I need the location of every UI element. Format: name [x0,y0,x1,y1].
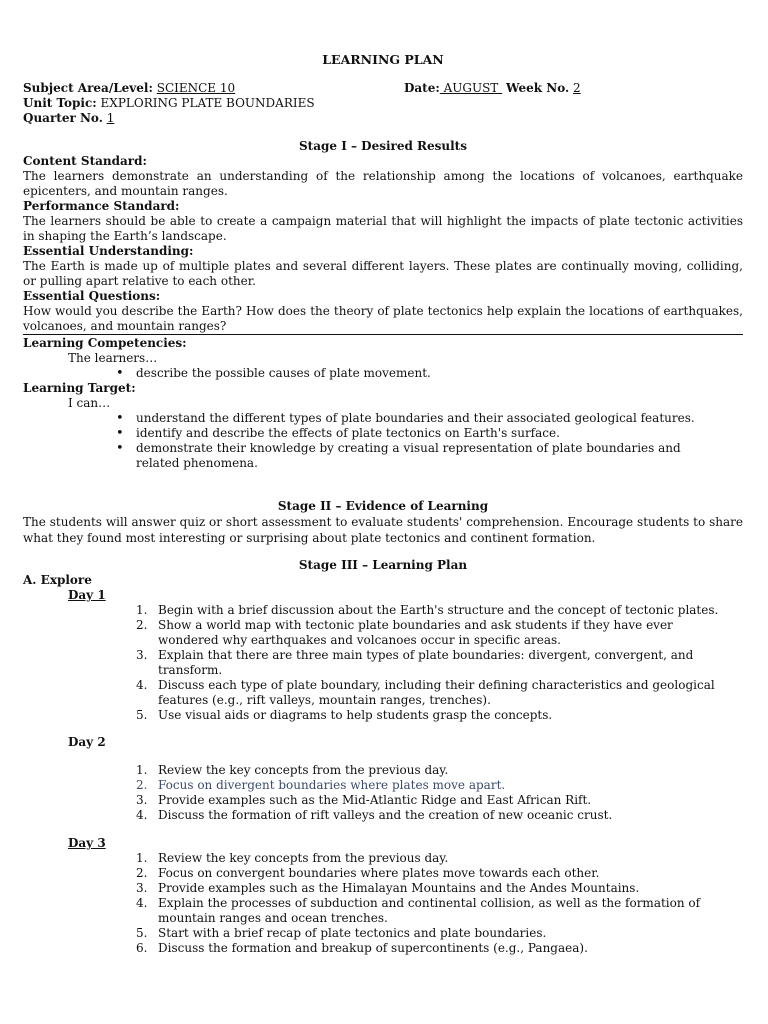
step-item [136,708,743,723]
document-page [23,0,743,956]
step-number: 2. [136,866,148,880]
target-label: Learning Target: [23,381,136,395]
step-item [136,881,743,896]
day3-steps [23,851,743,956]
step-item [136,678,743,708]
stage3-heading: Stage III – Learning Plan [298,558,468,572]
content-standard-text: The learners demonstrate an understanding of the relationship among the locations of volcanoes, earthquake epicenters, and mountain ranges. [23,169,743,198]
step-item [136,941,743,956]
step-text: Provide examples such as the Himalayan Mountains and the Andes Mountains. [158,881,640,895]
step-number: 1. [136,603,148,617]
step-number: 4. [136,678,148,692]
target-item: • demonstrate their knowledge by creating a visual representation of plate boundaries and related phenomena. [136,441,743,471]
step-text: Explain the processes of subduction and continental collision, as well as the formation of mountain ranges and ocean trenches. [158,896,701,925]
meta-row-quarter [23,111,743,126]
target-item: • understand the different types of plate boundaries and their associated geological features. [136,411,743,426]
step-item [136,778,743,793]
performance-standard-label: Performance Standard: [23,199,180,213]
competencies-intro: The learners… [68,351,158,365]
step-item [136,896,743,926]
step-item [136,793,743,808]
step-item [136,763,743,778]
document-title: LEARNING PLAN [322,52,444,67]
step-number: 1. [136,851,148,865]
essential-understanding-label: Essential Understanding: [23,244,194,258]
step-number: 3. [136,881,148,895]
step-number: 3. [136,648,148,662]
subject-label: Subject Area/Level: [23,81,153,95]
step-number: 6. [136,941,148,955]
performance-standard-text: The learners should be able to create a campaign material that will highlight the impacts of plate tectonic activities in shaping the Earth’s landscape. [23,214,743,243]
step-text: Use visual aids or diagrams to help students grasp the concepts. [158,708,553,722]
target-intro: I can… [68,396,111,410]
step-number: 3. [136,793,148,807]
step-text: Start with a brief recap of plate tectonics and plate boundaries. [158,926,547,940]
day1-steps [23,603,743,723]
step-text: Focus on divergent boundaries where plates move apart. [158,778,506,792]
stage2-heading: Stage II – Evidence of Learning [277,499,489,513]
week-label: Week No. [505,81,570,95]
quarter-label: Quarter No. [23,111,103,125]
date-week-group [404,81,581,96]
step-number: 4. [136,808,148,822]
day3-label: Day 3 [68,836,106,850]
step-text: Focus on convergent boundaries where plates move towards each other. [158,866,600,880]
step-text: Begin with a brief discussion about the Earth's structure and the concept of tectonic plates. [158,603,719,617]
day1-label: Day 1 [68,588,106,602]
week-value: 2 [573,81,581,95]
quarter-value: 1 [106,111,115,125]
competency-item: • describe the possible causes of plate movement. [136,366,743,381]
step-text: Explain that there are three main types of plate boundaries: divergent, convergent, and transform. [158,648,694,677]
explore-section-label: A. Explore [23,573,92,587]
step-number: 2. [136,618,148,632]
step-text: Discuss the formation of rift valleys and the creation of new oceanic crust. [158,808,613,822]
step-text: Review the key concepts from the previous day. [158,763,449,777]
step-item [136,618,743,648]
step-item [136,866,743,881]
date-label: Date: [404,81,440,95]
meta-row-topic [23,96,743,111]
step-number: 1. [136,763,148,777]
stage1-heading: Stage I – Desired Results [299,139,467,153]
subject-value: SCIENCE 10 [156,81,236,95]
step-number: 5. [136,708,148,722]
essential-questions-text: How would you describe the Earth? How does the theory of plate tectonics help explain the locations of earthquakes, volcanoes, and mountain ranges? [23,304,743,333]
target-item: • identify and describe the effects of plate tectonics on Earth's surface. [136,426,743,441]
stage2-text: The students will answer quiz or short assessment to evaluate students' comprehension. Encourage students to share what they found most interesting or surprising about plate tectonics and continent formation. [23,515,743,545]
competencies-list [23,366,743,381]
step-number: 2. [136,778,148,792]
step-text: Show a world map with tectonic plate boundaries and ask students if they have ever wondered why earthquakes and volcanoes occur in specific areas. [158,618,673,647]
step-text: Discuss the formation and breakup of supercontinents (e.g., Pangaea). [158,941,588,955]
day2-label: Day 2 [68,735,106,749]
step-item [136,851,743,866]
step-number: 4. [136,896,148,910]
step-item [136,808,743,823]
topic-label: Unit Topic: [23,96,97,110]
meta-row-subject [23,81,743,96]
day2-steps [23,763,743,823]
step-item [136,926,743,941]
step-number: 5. [136,926,148,940]
essential-questions-label: Essential Questions: [23,289,161,303]
content-standard-label: Content Standard: [23,154,147,168]
topic-value: EXPLORING PLATE BOUNDARIES [100,96,315,110]
step-text: Review the key concepts from the previous day. [158,851,449,865]
essential-understanding-text: The Earth is made up of multiple plates and several different layers. These plates are continually moving, colliding, or pulling apart relative to each other. [23,259,743,288]
targets-list [23,411,743,471]
step-text: Discuss each type of plate boundary, including their defining characteristics and geological features (e.g., rift valleys, mountain ranges, trenches). [158,678,715,707]
step-text: Provide examples such as the Mid-Atlantic Ridge and East African Rift. [158,793,592,807]
date-value: AUGUST [439,81,503,95]
competencies-label: Learning Competencies: [23,336,187,350]
step-item [136,648,743,678]
step-item [136,603,743,618]
